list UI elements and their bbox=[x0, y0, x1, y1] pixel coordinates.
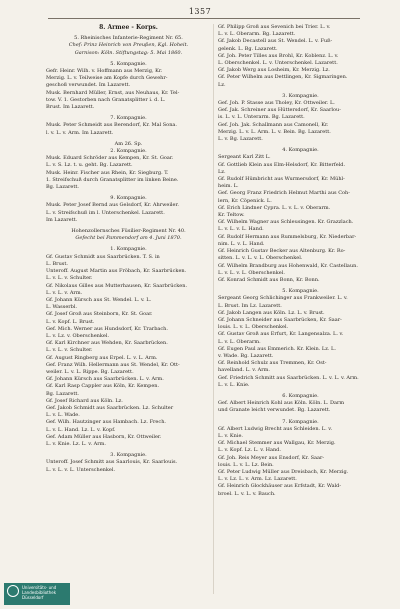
header-rule bbox=[48, 18, 360, 19]
company-heading: 6. Kompagnie. bbox=[282, 392, 319, 399]
casualty-entry: Gf. Gustav Schmidt aus Saarbrücken. T. S. in bbox=[46, 253, 160, 260]
entry-continuation: L. Oberschenkel. L. v. Unterschenkel. Lazarett. bbox=[218, 60, 338, 67]
entry-continuation: L. v. Bg. Lazarett. bbox=[218, 136, 263, 143]
entry-continuation: nim. L. v. L. Hand. bbox=[218, 240, 265, 247]
entry-continuation: L. v. L. Knie. bbox=[218, 381, 250, 388]
section-subtitle: Chef: Prinz Heinrich von Preußen, Kgl. Hoheit. bbox=[68, 42, 189, 49]
casualty-entry: Sergeant Georg Schlichinger aus Frankweiler. L. v. bbox=[218, 295, 348, 302]
casualty-entry: Gef. Friedrich Schmitt aus Saarbrücken. L. v. L. v. Arm. bbox=[218, 374, 359, 381]
casualty-entry: Gef. Wilh. Hautzinger aus Hambach. Lz. Frech. bbox=[46, 419, 166, 426]
casualty-entry: Gef. Adam Müller aus Hasborn, Kr. Ottweiler. bbox=[46, 433, 162, 440]
company-heading: 3. Kompagnie. bbox=[282, 92, 319, 99]
company-heading: 9. Kompagnie. bbox=[110, 195, 147, 202]
entry-continuation: l. v. L. v. Arm. Im Lazarett. bbox=[46, 129, 114, 136]
casualty-entry: Gf. Karl Kirchner aus Wehden, Kr. Saarbrücken. bbox=[46, 340, 168, 347]
entry-continuation: Lz. bbox=[218, 81, 226, 88]
entry-continuation: L. v. L. Wade. bbox=[46, 412, 80, 419]
company-heading: Hohenzollernsches Füsilier-Regiment Nr. 40. bbox=[71, 228, 186, 235]
casualty-entry: Gef. Georg Franz Friedrich Helmut Marthi aus Coh- bbox=[218, 190, 350, 197]
left-column bbox=[46, 24, 211, 474]
page-number: 1357 bbox=[188, 7, 212, 16]
entry-continuation: Merzig. L. v. L. Arm. L. v. Bein. Bg. Lazarett. bbox=[218, 128, 331, 135]
section-subtitle: Garnison: Köln. Stiftungstag: 5. Mai 1860. bbox=[74, 49, 183, 56]
column-divider bbox=[213, 24, 214, 594]
company-heading: 1. Kompagnie. bbox=[110, 246, 147, 253]
entry-continuation: L. Brust. Im Lz. Lazarett. bbox=[218, 302, 282, 309]
entry-continuation: weiler. L. v. L. Rippe. Bg. Lazarett. bbox=[46, 368, 134, 375]
casualty-entry: Gf. Gustav Groß aus Erfurt, Kr. Langensalza. L. v. bbox=[218, 331, 344, 338]
company-heading: 3. Kompagnie. bbox=[110, 452, 147, 459]
casualty-entry: Gf. Johann Schneider aus Saarbrücken, Kr. Saar- bbox=[218, 316, 342, 323]
casualty-entry: Gf. Michael Stemmer aus Wallgau, Kr. Merzig. bbox=[218, 440, 336, 447]
casualty-entry: Musk. Eduard Schröder aus Kempen, Kr. St. Goar. bbox=[46, 155, 174, 162]
casualty-entry: Gef. Jakob Schmidt aus Saarbrücken. Lz. Schulter bbox=[46, 404, 174, 411]
casualty-entry: Musk. Heinr. Fischer aus Rhein, Kr. Siegburg. T. bbox=[46, 169, 169, 176]
casualty-entry: Gef. Franz Wilh. Hellermann aus St. Wendel, Kr. Ott- bbox=[46, 361, 180, 368]
logo-line-1: Universitäts- und bbox=[22, 585, 57, 590]
logo-line-2: Landesbibliothek bbox=[22, 590, 57, 595]
entry-continuation: lern, Kr. Cöpenick. L. bbox=[218, 197, 272, 204]
entry-continuation: L. v. Kopf. L. Brust. bbox=[46, 318, 95, 325]
entry-continuation: L. v. L. Oberarm. Bg. Lazarett. bbox=[218, 31, 296, 38]
company-heading: 7. Kompagnie. bbox=[110, 115, 147, 122]
entry-continuation: broel. L. v. L. v. Bauch. bbox=[218, 490, 276, 497]
company-heading: 5. Kompagnie. bbox=[282, 288, 319, 295]
company-heading: 7. Kompagnie. bbox=[282, 418, 319, 425]
casualty-entry: Sergeant Karl Zitt L. bbox=[218, 154, 271, 161]
entry-continuation: havelland. L. v. Arm. bbox=[218, 367, 271, 374]
casualty-entry: Gf. Konrad Schmidt aus Bonn, Kr. Bonn. bbox=[218, 276, 320, 283]
casualty-entry: Gf. Eugen Paul aus Emmerich. Kr. Klein. Lz. L. bbox=[218, 345, 336, 352]
entry-continuation: L. Brust. bbox=[46, 260, 68, 267]
entry-continuation: tow. V. 1. Gestorben nach Granatsplitter i. d. L. bbox=[46, 96, 166, 103]
entry-continuation: Lz. bbox=[218, 168, 226, 175]
entry-continuation: geschoß verwundet. Im Lazarett. bbox=[46, 82, 131, 89]
section-heading: 8. Armee - Korps. bbox=[99, 24, 158, 31]
entry-continuation: louis. L. v. L. Lz. Bein. bbox=[218, 461, 274, 468]
entry-continuation: v. Wade. Bg. Lazarett. bbox=[218, 352, 274, 359]
company-heading: 2. Kompagnie. bbox=[110, 148, 147, 155]
casualty-entry: Gf. Jakob Decastell aus St. Wendel. L. v. Fuß- bbox=[218, 38, 333, 45]
entry-continuation: Kr. Teltow. bbox=[218, 212, 245, 219]
entry-continuation: und Granate leicht verwundet. Bg. Lazarett. bbox=[218, 407, 331, 414]
entry-continuation: L. v. S. Lz. t. u. geht. Bg. Lazarett. bbox=[46, 162, 133, 169]
casualty-entry: Gf. Heinrich Gustav Becker aus Altenburg. Kr. Ro- bbox=[218, 248, 346, 255]
entry-continuation: L. v. Lz. v. Oberschenkel. bbox=[46, 332, 110, 339]
entry-continuation: sitten. L. v. L. v. L. Oberschenkel. bbox=[218, 255, 303, 262]
company-heading: 5. Kompagnie. bbox=[110, 60, 147, 67]
casualty-entry: Gf. Wilhelm Wagner aus Schleusingen. Kr. Grazzlach. bbox=[218, 219, 354, 226]
casualty-entry: Gf. Karl Rasp Cappler aus Köln, Kr. Kempen. bbox=[46, 383, 160, 390]
casualty-entry: Musk. Bernhard Müller, Ernst, aus Neuhaus, Kr. Tel- bbox=[46, 89, 180, 96]
casualty-entry: Gef. Joh. Jak. Schallmann aus Camonell, Kr. bbox=[218, 121, 329, 128]
entry-continuation: L. v. Knie. Lz. L. v. Arm. bbox=[46, 440, 106, 447]
entry-continuation: L. v. L. v. L. Unterschenkel. bbox=[46, 466, 116, 473]
entry-continuation: Bg. Lazarett. bbox=[46, 184, 79, 191]
entry-continuation: gelenk. L. Bg. Lazarett. bbox=[218, 45, 278, 52]
entry-continuation: L. v. L. v. L. Hand. bbox=[218, 226, 264, 233]
casualty-entry: Gf. Gottlieb Klein aus Elm-Helsdorf, Kr. Bitterfeld. bbox=[218, 161, 346, 168]
library-logo[interactable] bbox=[4, 583, 70, 605]
casualty-entry: Musk. Peter Josef Bernd aus Gelsdorf, Kr. Ahrweiler. bbox=[46, 202, 179, 209]
entry-continuation: Brust. Im Lazarett. bbox=[46, 104, 95, 111]
casualty-entry: Gf. Peter Ludwig Müller aus Dreisbach, Kr. Merzig. bbox=[218, 468, 349, 475]
casualty-entry: Gf. Wilhelm Brandburg aus Hohenwald, Kr. Castellaun. bbox=[218, 262, 358, 269]
casualty-entry: Gf. Reinhold Schulz aus Tremmen, Kr. Ost- bbox=[218, 360, 327, 367]
casualty-entry: Gef. Jak. Schreiner aus Hüttersdorf, Kr. Saarlou- bbox=[218, 107, 341, 114]
entry-continuation: L. v. Streifschuß im l. Unterschenkel. Lazarett. bbox=[46, 209, 165, 216]
section-subtitle: Gefecht bei Pammendorf am 4. Juni 1870. bbox=[75, 235, 182, 242]
right-column bbox=[218, 24, 383, 498]
casualty-entry: Gf. Johann Kürsch aus St. Wendel. L. v. L. bbox=[46, 296, 152, 303]
entry-continuation: 1. Streifschuß durch Granatsplitter im linken Beine. bbox=[46, 176, 179, 183]
entry-continuation: Bg. Lazarett. bbox=[46, 390, 79, 397]
entry-continuation: L. v. Lz. L. v. Arm. Lz. Lazarett. bbox=[218, 476, 297, 483]
entry-continuation: Im Lazarett. bbox=[46, 216, 78, 223]
entry-continuation: L. v. Kopf. Lz. L. v. Hand. bbox=[218, 447, 281, 454]
entry-continuation: L. v. L. v. L. Oberschenkel. bbox=[218, 269, 285, 276]
casualty-entry: Gf. Josef Groß aus Steinborn, Kr. St. Goar. bbox=[46, 311, 153, 318]
casualty-entry: Gf. Jakob Werg aus Losheim, Kr. Merzig. Lz. bbox=[218, 67, 330, 74]
casualty-entry: Gf. Nikolaus Gilles aus Mutterhausen, Kr. Saarbrücken. bbox=[46, 282, 188, 289]
casualty-entry: Gef. Mich. Werner aus Hundsdorf, Kr. Trarbach. bbox=[46, 325, 168, 332]
casualty-entry: Gf. Joh. Peter Tilles aus Brohl, Kr. Koblenz. L. v. bbox=[218, 52, 339, 59]
casualty-entry: Gf. Albert Ludwig Brecht aus Schleiden. L. v. bbox=[218, 425, 333, 432]
entry-continuation: is. L. v. L. Unterarm. Bg. Lazarett. bbox=[218, 114, 305, 121]
casualty-entry: Gf. Rudolf Hümbricht aus Wurmersdorf, Kr. Mühl- bbox=[218, 176, 345, 183]
entry-continuation: L. v. L. v. Arm. bbox=[46, 289, 83, 296]
casualty-entry: Unteroff. August Martin aus Fröbach, Kr. Saarbrücken. bbox=[46, 268, 187, 275]
company-heading: Am 26. Sp. bbox=[114, 140, 143, 147]
entry-continuation: L. Wasserbl. bbox=[46, 304, 78, 311]
company-heading: 5. Rheinisches Infanterie-Regiment Nr. 65. bbox=[74, 35, 183, 42]
casualty-entry: Gf. Rudolf Hermann aus Rummelsburg, Kr. Niederbar- bbox=[218, 233, 357, 240]
casualty-entry: Unteroff. Josef Schmitt aus Saarlouis, Kr. Saarlouis. bbox=[46, 459, 178, 466]
library-seal-icon bbox=[7, 585, 19, 597]
casualty-entry: Gef. Albert Heinrich Kohl aus Köln. Köln. L. Darm bbox=[218, 400, 345, 407]
casualty-entry: Gefr. Heinr. Wilh. v. Hoffmann aus Merzig, Kr. bbox=[46, 68, 163, 75]
entry-continuation: L. v. L. v. Schulter. bbox=[46, 347, 93, 354]
casualty-entry: Gf. Joh. Reis Meyer aus Ensdorf, Kr. Saar- bbox=[218, 454, 325, 461]
entry-continuation: L. v. Knie. bbox=[218, 432, 244, 439]
casualty-entry: Gef. Joh. P. Stasse aus Tholey, Kr. Ottweiler. L. bbox=[218, 100, 335, 107]
casualty-entry: Gf. Johann Kürsch aus Saarbrücken. L. v. Arm. bbox=[46, 376, 164, 383]
casualty-entry: Gf. Erich Lindner Cypra. L. v. L. v. Oberarm. bbox=[218, 204, 331, 211]
entry-continuation: Merzig. L. v. Teilweise am Kopfe durch Gewehr- bbox=[46, 75, 168, 82]
casualty-entry: Gf. Philipp Groß aus Sevenich bei Trier. L. v. bbox=[218, 24, 331, 30]
casualty-entry: Musk. Peter Schmeidt aus Berendorf, Kr. Mal Sona. bbox=[46, 122, 177, 129]
logo-line-3: Düsseldorf bbox=[22, 595, 44, 600]
company-heading: 4. Kompagnie. bbox=[282, 147, 319, 154]
entry-continuation: L. v. L. Hand. Lz. L. v. Kopf. bbox=[46, 426, 116, 433]
casualty-entry: Gf. August Ringberg aus Erpel. L. v. L. Arm. bbox=[46, 354, 158, 361]
entry-continuation: heim. L. bbox=[218, 183, 239, 190]
casualty-entry: Gf. Josef Richard aus Köln. Lz. bbox=[46, 397, 123, 404]
casualty-entry: Gf. Peter Wilhelm aus Dettlingen, Kr. Sigmaringen. bbox=[218, 74, 348, 81]
casualty-entry: Gf. Jakob Langen aus Köln. Lz. L. v. Brust. bbox=[218, 309, 325, 316]
entry-continuation: L. v. L. Oberarm. bbox=[218, 338, 261, 345]
entry-continuation: L. v. L. v. Schulter. bbox=[46, 275, 93, 282]
casualty-entry: Gf. Heinrich Glockhäuser aus Erfstadt, Kr. Wald- bbox=[218, 483, 342, 490]
entry-continuation: louis. L. v. L. Oberschenkel. bbox=[218, 324, 289, 331]
